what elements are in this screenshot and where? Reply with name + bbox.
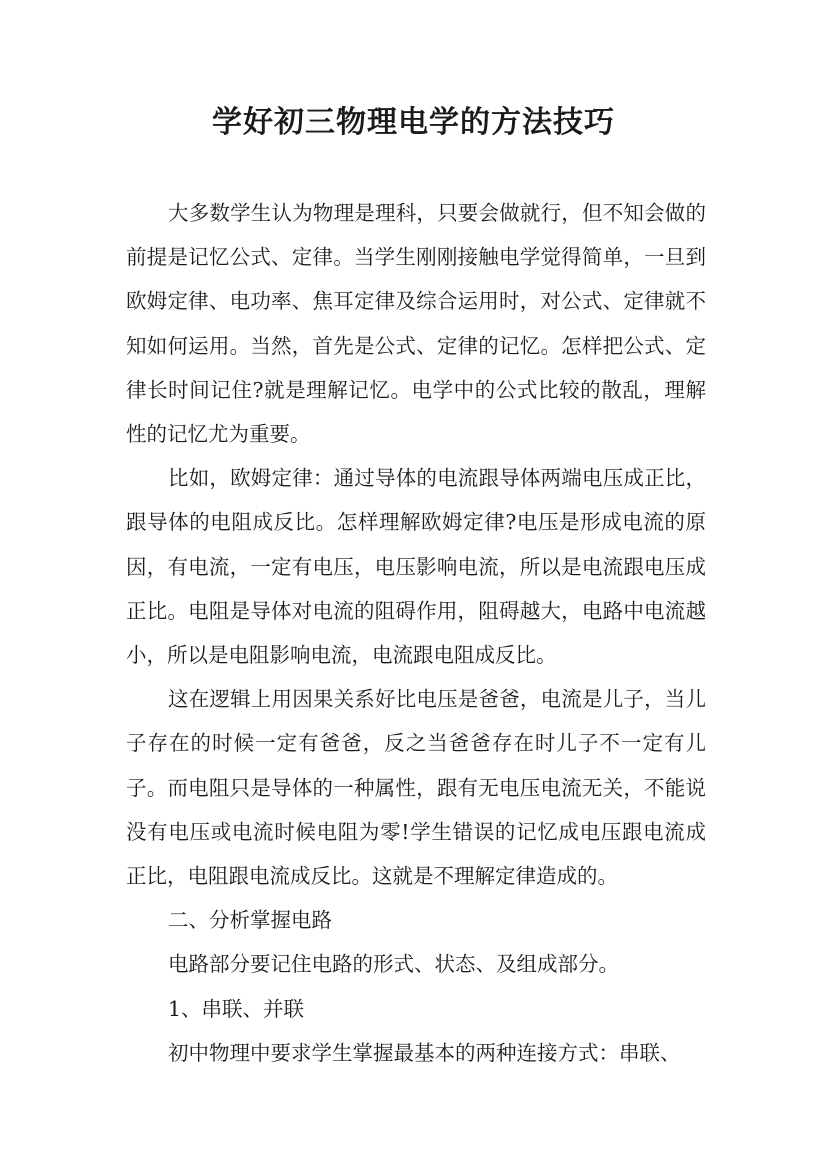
paragraph-intro: 大多数学生认为物理是理科，只要会做就行，但不知会做的前提是记忆公式、定律。当学生刚刚接触电学觉得简单，一旦到欧姆定律、电功率、焦耳定律及综合运用时，对公式、定律就不知如何运用。当然，首先是公式、定律的记忆。怎样把公式、定律长时间记住?就是理解记忆。电学中的公式比较的散乱，理解性的记忆尤为重要。 <box>126 201 706 447</box>
paragraph-ohms-law: 比如，欧姆定律：通过导体的电流跟导体两端电压成正比，跟导体的电阻成反比。怎样理解欧姆定律?电压是形成电流的原因，有电流，一定有电压，电压影响电流，所以是电流跟电压成正比。电阻是导体对电流的阻碍作用，阻碍越大，电路中电流越小，所以是电阻影响电流，电流跟电阻成反比。 <box>126 466 706 668</box>
paragraph-analogy: 这在逻辑上用因果关系好比电压是爸爸，电流是儿子，当儿子存在的时候一定有爸爸，反之当爸爸存在时儿子不一定有儿子。而电阻只是导体的一种属性，跟有无电压电流无关，不能说没有电压或电流时候电阻为零!学生错误的记忆成电压跟电流成正比，电阻跟电流成反比。这就是不理解定律造成的。 <box>126 687 706 889</box>
paragraph-circuit-parts: 电路部分要记住电路的形式、状态、及组成部分。 <box>168 952 619 977</box>
section-heading-circuit: 二、分析掌握电路 <box>168 908 332 933</box>
paragraph-connection-methods: 初中物理中要求学生掌握最基本的两种连接方式：串联、 <box>168 1040 681 1065</box>
document-title: 学好初三物理电学的方法技巧 <box>212 105 615 140</box>
subsection-heading-series-parallel: 1、串联、并联 <box>168 996 305 1021</box>
document-body <box>126 191 706 1075</box>
